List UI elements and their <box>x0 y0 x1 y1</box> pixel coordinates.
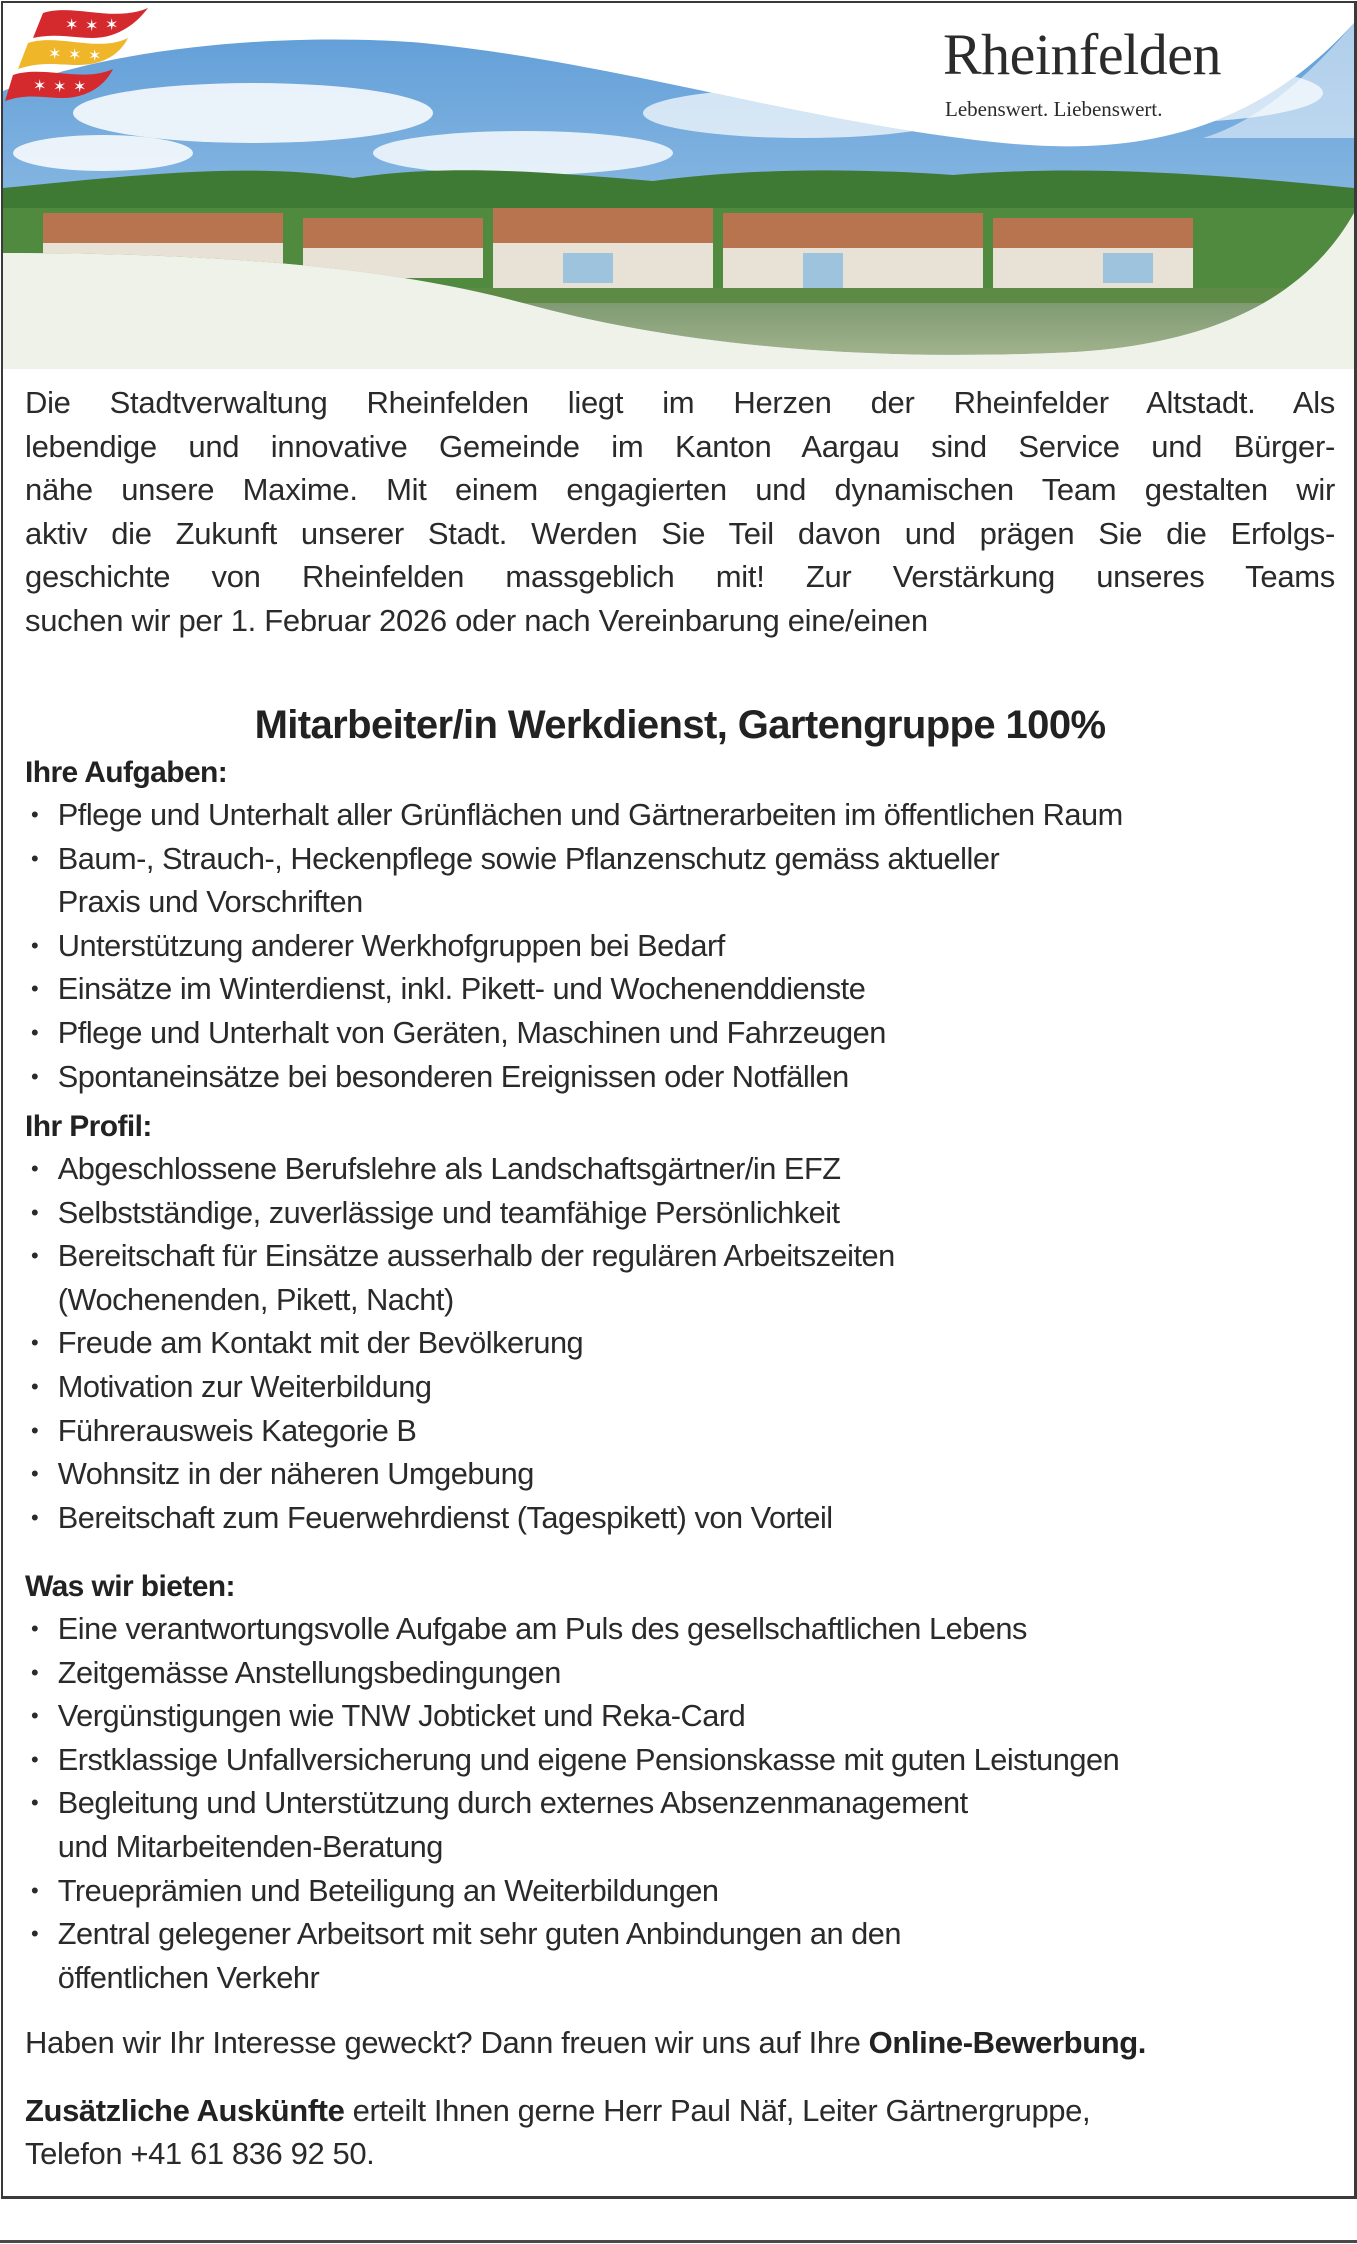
list-item <box>25 924 1335 968</box>
list-item <box>25 1321 1335 1365</box>
list-item <box>25 1365 1335 1409</box>
list-item-text: Treueprämien und Beteiligung an Weiterbildungen <box>57 1872 719 1908</box>
bullet-icon: • <box>30 1417 39 1443</box>
section-tasks <box>25 753 1345 1098</box>
bullet-icon: • <box>30 1373 39 1399</box>
list-item-text: Abgeschlossene Berufslehre als Landschaftsgärtner/in EFZ <box>57 1151 841 1186</box>
list-item <box>25 1825 1335 1869</box>
bullet-icon: • <box>30 1019 39 1045</box>
offer-list <box>25 1607 1345 1999</box>
list-item-text: (Wochenenden, Pikett, Nacht) <box>57 1281 454 1317</box>
list-item-text: Eine verantwortungsvolle Aufgabe am Puls des gesellschaftlichen Lebens <box>57 1611 1027 1646</box>
rheinfelden-logo-icon <box>3 3 153 103</box>
list-item-text: Freude am Kontakt mit der Bevölkerung <box>57 1325 584 1361</box>
interest-line <box>25 2021 1146 2065</box>
profile-list <box>25 1147 1345 1539</box>
interest-text: Haben wir Ihr Interesse geweckt? Dann freuen wir uns auf Ihre <box>25 2025 869 2060</box>
list-item <box>25 1191 1335 1235</box>
list-item <box>25 1738 1335 1782</box>
bullet-icon: • <box>30 1461 39 1487</box>
list-item <box>25 1607 1335 1651</box>
list-item-text: Praxis und Vorschriften <box>57 884 363 920</box>
list-item-text: Baum-, Strauch-, Heckenpflege sowie Pflanzenschutz gemäss aktueller <box>57 840 1000 876</box>
list-item <box>25 1278 1335 1322</box>
intro-line: suchen wir per 1. Februar 2026 oder nach Vereinbarung eine/einen <box>25 602 928 638</box>
list-item <box>25 1694 1335 1738</box>
list-item <box>25 1651 1335 1695</box>
header-banner <box>3 3 1354 369</box>
bullet-icon: • <box>30 1330 39 1356</box>
list-item-text: öffentlichen Verkehr <box>57 1959 320 1995</box>
bullet-icon: • <box>30 1659 39 1685</box>
online-application-link[interactable]: Online-Bewerbung. <box>868 2025 1147 2060</box>
bullet-icon: • <box>30 1504 39 1530</box>
bullet-icon: • <box>30 1746 39 1772</box>
list-item <box>25 1409 1335 1453</box>
contact-text: erteilt Ihnen gerne Herr Paul Näf, Leiter Gärtnergruppe, <box>344 2093 1091 2128</box>
bullet-icon: • <box>30 1790 39 1816</box>
list-item <box>25 1055 1335 1099</box>
list-item-text: Vergünstigungen wie TNW Jobticket und Reka-Card <box>57 1698 746 1734</box>
list-item-text: Motivation zur Weiterbildung <box>57 1368 432 1404</box>
svg-text:✶: ✶ <box>85 16 99 35</box>
job-title: Mitarbeiter/in Werkdienst, Gartengruppe 100% <box>254 702 1106 747</box>
svg-text:✶: ✶ <box>88 46 102 65</box>
brand-name: Rheinfelden <box>943 22 1221 87</box>
list-item-text: Zentral gelegener Arbeitsort mit sehr guten Anbindungen an den <box>57 1916 901 1952</box>
bullet-icon: • <box>30 1156 39 1181</box>
svg-text:✶: ✶ <box>48 44 62 63</box>
svg-text:✶: ✶ <box>105 15 119 34</box>
svg-text:✶: ✶ <box>53 77 67 96</box>
section-heading: Was wir bieten: <box>25 1570 235 1603</box>
list-item-text: Spontaneinsätze bei besonderen Ereignissen oder Notfällen <box>57 1058 849 1094</box>
list-item <box>25 967 1335 1011</box>
list-item-text: Bereitschaft zum Feuerwehrdienst (Tagespikett) von Vorteil <box>57 1499 833 1535</box>
svg-text:✶: ✶ <box>68 45 82 64</box>
ad-frame <box>1 1 1357 2199</box>
brand-tagline: Lebenswert. Liebenswert. <box>945 97 1163 121</box>
list-item <box>25 1234 1335 1278</box>
list-item <box>25 1011 1335 1055</box>
list-item-text: Bereitschaft für Einsätze ausserhalb der regulären Arbeitszeiten <box>57 1238 895 1274</box>
contact-bold: Zusätzliche Auskünfte <box>25 2093 345 2128</box>
intro-line: geschichte von Rheinfelden massgeblich mit! Zur Verstärkung unseres Teams <box>25 559 1335 595</box>
bullet-icon: • <box>30 1063 39 1089</box>
svg-text:✶: ✶ <box>65 15 79 34</box>
bottom-rule <box>0 2240 1357 2243</box>
bullet-icon: • <box>30 802 39 827</box>
intro-line: nähe unsere Maxime. Mit einem engagierten und dynamischen Team gestalten wir <box>25 472 1335 508</box>
intro-paragraph <box>25 381 1335 643</box>
phone-line[interactable]: Telefon +41 61 836 92 50. <box>25 2136 375 2171</box>
bullet-icon: • <box>30 1199 39 1225</box>
list-item <box>25 1781 1335 1825</box>
list-item-text: Unterstützung anderer Werkhofgruppen bei Bedarf <box>57 927 725 963</box>
list-item-text: Pflege und Unterhalt von Geräten, Maschinen und Fahrzeugen <box>57 1014 886 1050</box>
bullet-icon: • <box>30 932 39 958</box>
list-item-text: Wohnsitz in der näheren Umgebung <box>57 1456 534 1492</box>
svg-text:✶: ✶ <box>33 76 47 95</box>
list-item-text: Einsätze im Winterdienst, inkl. Pikett- und Wochenenddienste <box>57 971 866 1007</box>
list-item-text: Pflege und Unterhalt aller Grünflächen und Gärtnerarbeiten im öffentlichen Raum <box>57 797 1123 832</box>
bullet-icon: • <box>30 1877 39 1903</box>
bullet-icon: • <box>30 1616 39 1641</box>
svg-text:✶: ✶ <box>73 77 87 96</box>
intro-line: lebendige und innovative Gemeinde im Kanton Aargau sind Service und Bürger- <box>25 428 1335 464</box>
intro-line: Die Stadtverwaltung Rheinfelden liegt im Herzen der Rheinfelder Altstadt. Als <box>25 385 1335 420</box>
section-profile <box>25 1107 1345 1539</box>
tasks-list <box>25 793 1345 1098</box>
list-item <box>25 837 1335 881</box>
section-heading: Ihre Aufgaben: <box>25 756 228 789</box>
list-item-text: und Mitarbeitenden-Beratung <box>57 1828 443 1864</box>
bullet-icon: • <box>30 976 39 1002</box>
list-item <box>25 1452 1335 1496</box>
section-heading: Ihr Profil: <box>25 1110 152 1143</box>
bullet-icon: • <box>30 845 39 871</box>
list-item-text: Begleitung und Unterstützung durch externes Absenzenmanagement <box>57 1785 968 1821</box>
list-item-text: Führerausweis Kategorie B <box>57 1412 417 1448</box>
section-offer <box>25 1567 1345 1999</box>
list-item <box>25 880 1335 924</box>
list-item-text: Selbstständige, zuverlässige und teamfähige Persönlichkeit <box>57 1194 840 1230</box>
bullet-icon: • <box>30 1921 39 1947</box>
bullet-icon: • <box>30 1243 39 1269</box>
list-item <box>25 1956 1335 2000</box>
list-item <box>25 1869 1335 1913</box>
list-item-text: Erstklassige Unfallversicherung und eigene Pensionskasse mit guten Leistungen <box>57 1741 1120 1777</box>
bullet-icon: • <box>30 1703 39 1729</box>
list-item <box>25 793 1335 837</box>
list-item <box>25 1147 1335 1191</box>
list-item-text: Zeitgemässe Anstellungsbedingungen <box>57 1654 561 1690</box>
intro-line: aktiv die Zukunft unserer Stadt. Werden Sie Teil davon und prägen Sie die Erfolgs- <box>25 515 1335 551</box>
ad-content <box>25 381 1335 2171</box>
list-item <box>25 1912 1335 1956</box>
list-item <box>25 1496 1335 1540</box>
contact-line <box>25 2089 1090 2133</box>
